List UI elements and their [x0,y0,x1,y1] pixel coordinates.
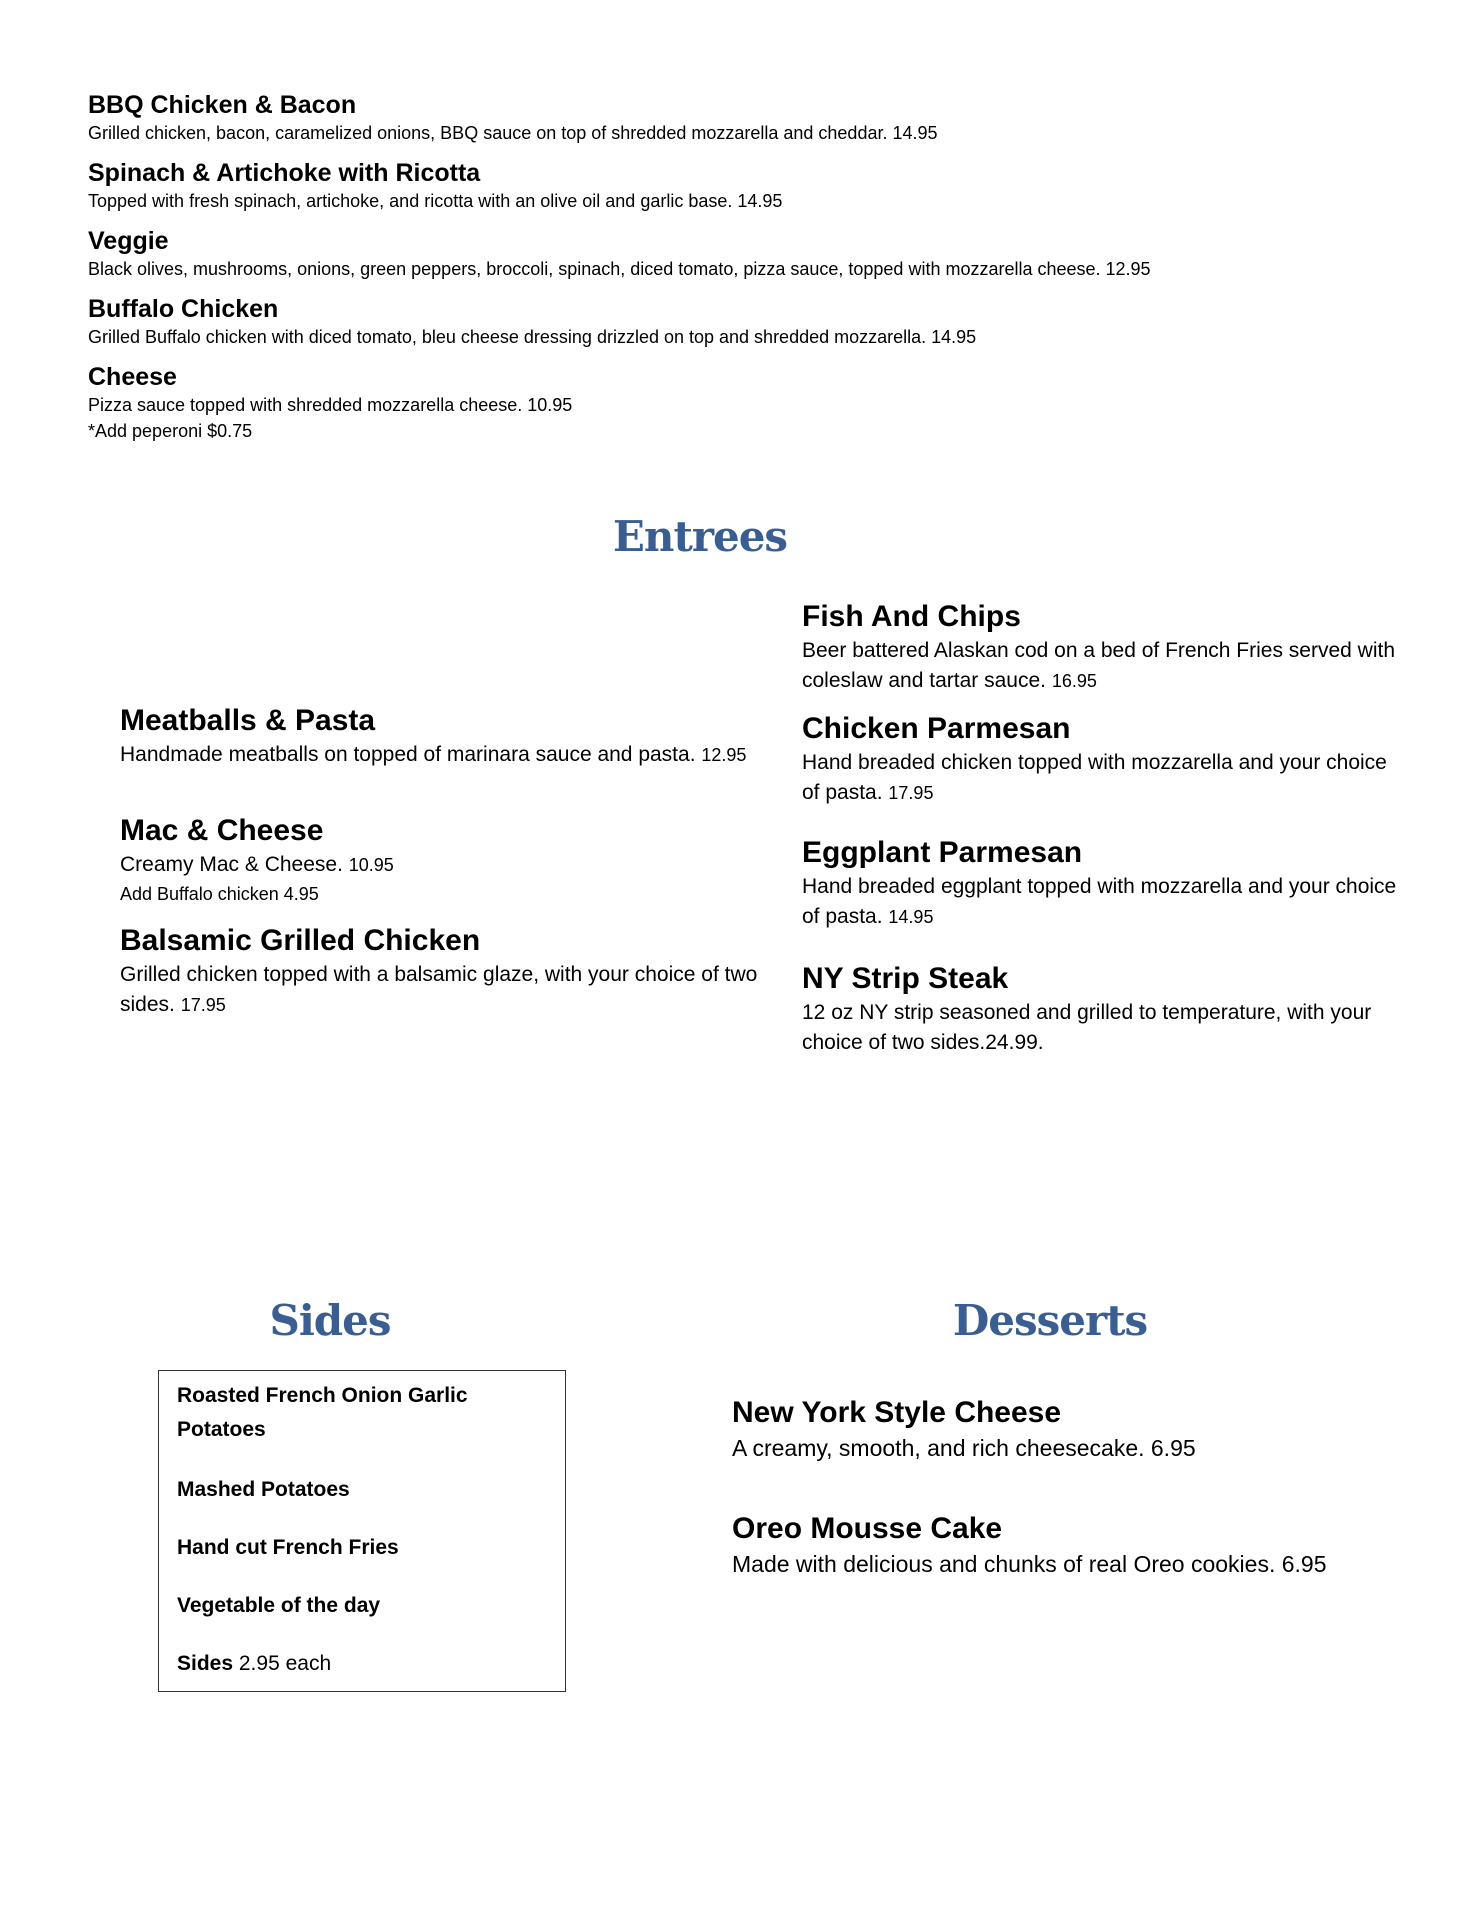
item-name: Cheese [88,363,177,391]
item-name: NY Strip Steak [802,962,1009,995]
menu-item [732,1394,1432,1464]
item-description: Topped with fresh spinach, artichoke, and ricotta with an olive oil and garlic base. 14.95 [88,191,783,211]
item-name: Spinach & Artichoke with Ricotta [88,159,481,187]
menu-item [88,362,1418,444]
item-name: Buffalo Chicken [88,295,279,323]
item-note: *Add peperoni $0.75 [88,421,253,441]
item-price: 12.95 [701,745,747,765]
item-name: Oreo Mousse Cake [732,1512,1003,1545]
menu-item [732,1510,1432,1580]
item-price: 17.95 [888,783,934,803]
sides-price [177,1647,547,1681]
sides-heading: Sides [269,1296,391,1345]
item-description: Black olives, mushrooms, onions, green peppers, broccoli, spinach, diced tomato, pizza sauce, topped with mozzarella cheese. 12.95 [88,259,1151,279]
menu-item [88,294,1418,350]
item-price: 16.95 [1051,671,1097,691]
menu-item [802,960,1402,1058]
menu-item [88,158,1418,214]
item-name: Balsamic Grilled Chicken [120,924,481,957]
item-description: Made with delicious and chunks of real Oreo cookies. 6.95 [732,1551,1327,1577]
item-price: 14.95 [888,907,934,927]
menu-item [802,598,1402,696]
item-name: Eggplant Parmesan [802,836,1083,869]
item-description: A creamy, smooth, and rich cheesecake. 6.95 [732,1435,1196,1461]
item-description: Grilled chicken topped with a balsamic glaze, with your choice of two sides. [120,963,758,1016]
item-name: Veggie [88,227,169,255]
entrees-heading: Entrees [612,512,788,561]
item-description: Hand breaded eggplant topped with mozzarella and your choice of pasta. [802,875,1397,928]
side-item: Hand cut French Fries [177,1536,399,1559]
item-description: Creamy Mac & Cheese. [120,853,343,876]
item-description: Grilled Buffalo chicken with diced tomato, bleu cheese dressing drizzled on top and shredded mozzarella. 14.95 [88,327,977,347]
menu-item [120,702,760,770]
sides-box [158,1370,566,1692]
item-name: New York Style Cheese [732,1396,1062,1429]
item-description: Pizza sauce topped with shredded mozzarella cheese. 10.95 [88,395,573,415]
item-name: BBQ Chicken & Bacon [88,91,357,119]
item-name: Chicken Parmesan [802,712,1071,745]
item-description: 12 oz NY strip seasoned and grilled to temperature, with your choice of two sides.24.99. [802,1001,1372,1054]
menu-item [88,226,1418,282]
item-note: Add Buffalo chicken 4.95 [120,884,319,904]
item-name: Mac & Cheese [120,814,324,847]
menu-item [88,90,1418,146]
side-item: Roasted French Onion Garlic Potatoes [177,1384,468,1441]
side-item: Vegetable of the day [177,1594,381,1617]
item-name: Meatballs & Pasta [120,704,376,737]
menu-item [120,922,760,1020]
desserts-heading: Desserts [952,1296,1148,1345]
side-item: Mashed Potatoes [177,1478,350,1501]
item-price: 10.95 [348,855,394,875]
item-name: Fish And Chips [802,600,1021,633]
item-price: 17.95 [180,995,226,1015]
item-description: Handmade meatballs on topped of marinara sauce and pasta. [120,743,696,766]
menu-item [120,812,760,908]
item-description: Grilled chicken, bacon, caramelized onions, BBQ sauce on top of shredded mozzarella and cheddar. 14.95 [88,123,938,143]
sides-price-text: 2.95 each [238,1652,332,1675]
item-description: Beer battered Alaskan cod on a bed of French Fries served with coleslaw and tartar sauce. [802,639,1395,692]
menu-item [802,710,1402,808]
item-description: Hand breaded chicken topped with mozzarella and your choice of pasta. [802,751,1387,804]
sides-price-label: Sides [177,1652,234,1675]
menu-item [802,834,1402,932]
